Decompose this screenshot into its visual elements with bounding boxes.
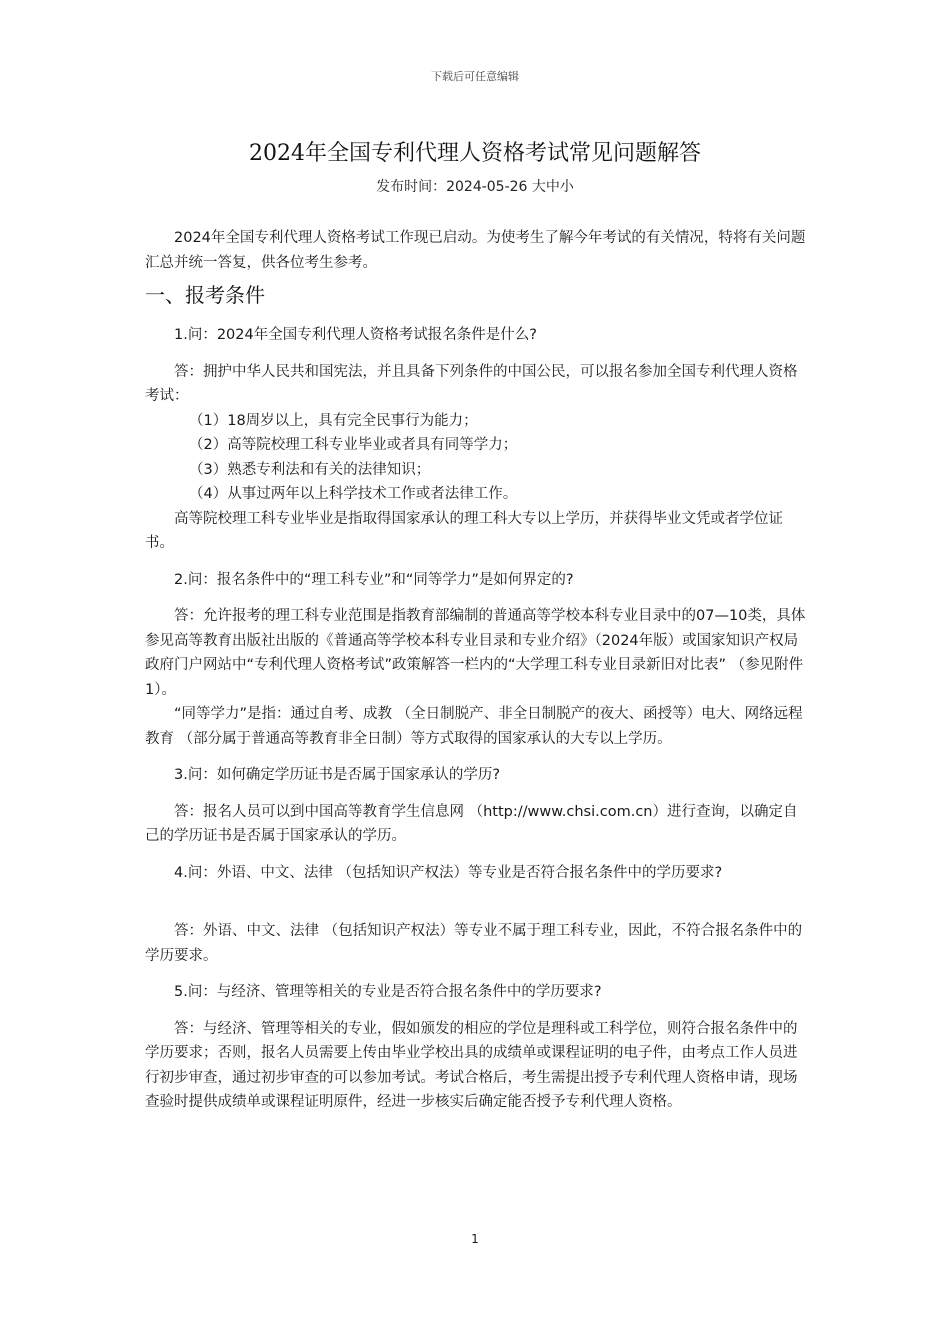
answer-3: 答：报名人员可以到中国高等教育学生信息网 （http://www.chsi.com.cn）进行查询，以确定自己的学历证书是否属于国家承认的学历。	[145, 803, 798, 844]
page-number: 1	[471, 1232, 479, 1246]
question-5: 5.问：与经济、管理等相关的专业是否符合报名条件中的学历要求?	[174, 984, 602, 1000]
answer-1-item: （4）从事过两年以上科学技术工作或者法律工作。	[189, 486, 518, 502]
answer-1-item: （2）高等院校理工科专业毕业或者具有同等学力；	[189, 437, 518, 453]
answer-1-note: 高等院校理工科专业毕业是指取得国家承认的理工科大专以上学历，并获得毕业文凭或者学位证书。	[145, 510, 783, 551]
question-1: 1.问：2024年全国专利代理人资格考试报名条件是什么?	[174, 327, 537, 343]
answer-1-item: （3）熟悉专利法和有关的法律知识；	[189, 461, 431, 478]
intro-paragraph: 2024年全国专利代理人资格考试工作现已启动。为使考生了解今年考试的有关情况，特将有关问题汇总并统一答复，供各位考生参考。	[145, 230, 806, 271]
answer-2: 答：允许报考的理工科专业范围是指教育部编制的普通高等学校本科专业目录中的07—10类，具体参见高等教育出版社出版的《普通高等学校本科专业目录和专业介绍》（2024年版）或国家知识产权局政府门户网站中“专利代理人资格考试”政策解答一栏内的“大学理工科专业目录新旧对比表” （参见附件1）。	[145, 608, 806, 698]
question-4: 4.问：外语、中文、法律 （包括知识产权法）等专业是否符合报名条件中的学历要求?	[174, 864, 723, 881]
question-2: 2.问：报名条件中的“理工科专业”和“同等学力”是如何界定的?	[174, 571, 574, 588]
publish-meta: 发布时间：2024-05-26 大中小	[376, 179, 574, 195]
page-title: 2024年全国专利代理人资格考试常见问题解答	[249, 141, 701, 166]
document-body	[145, 226, 810, 1115]
answer-4: 答：外语、中文、法律 （包括知识产权法）等专业不属于理工科专业，因此，不符合报名条件中的学历要求。	[145, 923, 803, 964]
answer-2-equivalent: “同等学力”是指：通过自考、成教 （全日制脱产、非全日制脱产的夜大、函授等）电大、网络远程教育 （部分属于普通高等教育非全日制）等方式取得的国家承认的大专以上学历。	[145, 706, 803, 747]
section-heading: 一、报考条件	[145, 283, 265, 307]
question-3: 3.问：如何确定学历证书是否属于国家承认的学历?	[174, 767, 501, 783]
answer-1-item: （1）18周岁以上，具有完全民事行为能力；	[189, 412, 478, 429]
answer-1: 答：拥护中华人民共和国宪法，并且具备下列条件的中国公民，可以报名参加全国专利代理人资格考试：	[145, 363, 798, 404]
answer-5: 答：与经济、管理等相关的专业，假如颁发的相应的学位是理科或工科学位，则符合报名条件中的学历要求；否则，报名人员需要上传由毕业学校出具的成绩单或课程证明的电子件，由考点工作人员进行初步审查，通过初步审查的可以参加考试。考试合格后，考生需提出授予专利代理人资格申请，现场查验时提供成绩单或课程证明原件，经进一步核实后确定能否授予专利代理人资格。	[145, 1020, 798, 1110]
header-note: 下载后可任意编辑	[431, 70, 519, 83]
